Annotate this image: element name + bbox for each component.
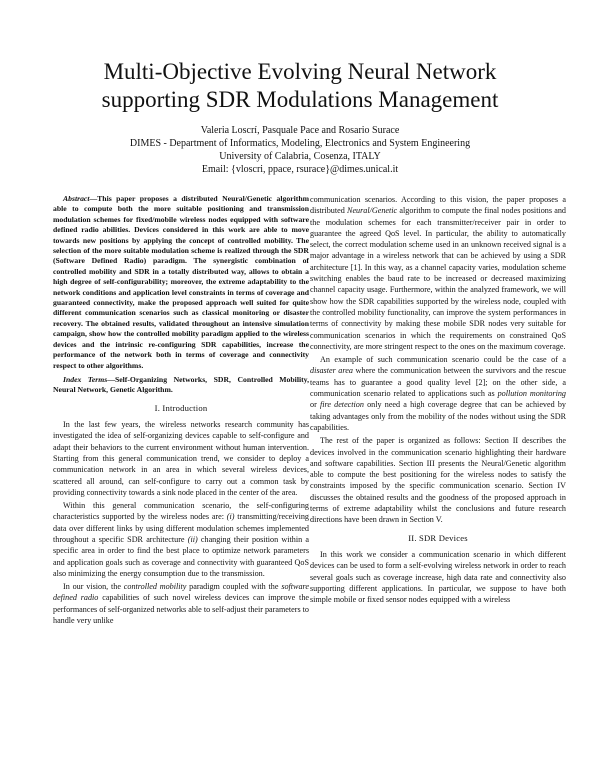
section-heading-introduction: I. Introduction — [154, 402, 208, 413]
emphasis-span: pollution monitoring — [497, 389, 566, 399]
author-email: Email: {vloscri, ppace, rsurace}@dimes.unical.it — [201, 164, 399, 175]
abstract — [53, 194, 309, 371]
intro-paragraph-5 — [310, 354, 566, 433]
left-column — [53, 194, 309, 626]
emphasis-span: software defined radio — [53, 582, 309, 603]
text-span: communication scenarios. According to this vision, the paper proposes a distributed — [310, 195, 566, 216]
author-department: DIMES - Department of Informatics, Modeling, Electronics and System Engineering — [129, 138, 471, 149]
intro-paragraph-3 — [53, 581, 309, 626]
text-span: changing their position within a specific area in order to find the best place to optimize network parameters and application goals such as coverage and connectivity with guaranteed QoS also minimizing the energy consumption due to the transmission. — [53, 534, 309, 578]
abstract-label: Abstract — [63, 194, 90, 203]
text-span: Within this general communication scenario, the self-configuring characteristics supported by the wireless nodes are: — [53, 501, 309, 522]
emphasis-span: Neural/Genetic — [347, 206, 398, 216]
author-university: University of Calabria, Cosenza, ITALY — [219, 151, 381, 162]
sdr-paragraph-1: In this work we consider a communication scenario in which different devices can be used to form a self-evolving wireless network in order to reach several goals such as coverage increase, high data rate and connectivity also supporting different applications. In particular, we suppose to have both simple mobile or fixed sensor nodes equipped with a wireless — [310, 549, 566, 605]
index-terms-label: Index Terms — [63, 374, 108, 384]
text-span: only need a high coverage degree that can be achieved by taking advantages only from the mobility of the nodes without using the SDR capabilities. — [310, 400, 566, 432]
right-column — [310, 194, 566, 605]
text-span: or — [310, 400, 320, 410]
emphasis-span: fire detection — [319, 400, 364, 410]
text-span: where the communication between the survivors and the rescue teams has to guarantee a good quality level [2]; on the other side, a communication scenario related to applications such as — [310, 366, 567, 399]
text-span: transmitting/receiving data over different links by using different modulation schemes implemented throughout a specific SDR architecture — [53, 512, 309, 544]
intro-paragraph-1: In the last few years, the wireless networks research community has investigated the idea of self-organizing devices capable to self-configure and adapt their behaviors to the current environment without human intervention. Starting from this general communication trend, we consider to deploy a communication network in an area in which several wireless devices, scattered all around, can self-configure to carry out a common task by providing connectivity towards a sink node placed in the center of the area. — [53, 420, 309, 497]
text-span: paradigm coupled with the — [186, 582, 282, 592]
emphasis-span: disaster area — [310, 366, 353, 376]
text-span: An example of such communication scenario could be the case of a — [320, 355, 566, 365]
paper-title — [40, 58, 560, 114]
author-names: Valeria Loscrí, Pasquale Pace and Rosario Surace — [200, 125, 400, 136]
emphasis-span: controlled mobility — [123, 582, 187, 592]
title-line-2: supporting SDR Modulations Management — [101, 87, 499, 112]
abstract-text: —This paper proposes a distributed Neural/Genetic algorithm able to compute both the more suitable positioning and transmission modulation schemes for fixed/mobile wireless nodes equipped with software defined radio abilities. Devices considered in this work are able to move towards new positions by applying the concept of controlled mobility. The selection of the more suitable modulation scheme is realized through the SDR (Software Defined Radio) paradigm. The synergistic combination of controlled mobility and SDR in a totally distributed way, allows to obtain a high degree of self-configurability; moreover, the extreme adaptability to the network conditions and application level constraints in terms of coverage and guaranteed connectivity, make the proposed approach well suited for quite different communication scenarios such as classical monitoring or disaster recovery. The obtained results, validated throughout an intensive simulation campaign, show how the controlled mobility paradigm applied to the wireless devices and the intrinsic re-configuring SDR capabilities, increase the performance of the network both in terms of coverage and connectivity respect to other algorithms. — [53, 194, 309, 370]
text-span: capabilities of such novel wireless devices can improve the performances of self-organized networks able to self-adjust their parameters to handle very unlike — [53, 593, 309, 626]
intro-paragraph-2 — [53, 500, 309, 579]
index-terms-text: —Self-Organizing Networks, SDR, Controlled Mobility, Neural Network, Genetic Algorithm. — [53, 374, 309, 395]
intro-paragraph-4 — [310, 194, 566, 352]
section-heading-sdr-devices: II. SDR Devices — [408, 532, 468, 543]
title-line-1: Multi-Objective Evolving Neural Network — [103, 59, 497, 84]
text-span: In our vision, the — [63, 582, 124, 592]
emphasis-span: (i) — [226, 512, 235, 522]
text-span: algorithm to compute the final nodes positions and the modulation schemes for each transmitter/receiver pair in order to guarantee the agreed QoS level. In particular, the ability to automatically select, the correct modulation scheme used in an unknown received signal is a major advantage in a wireless network that can be achieved by using a SDR architecture [1]. In this way, as a channel capacity varies, modulation scheme switching enables the baud rate to be increased or decreased maximizing channel capacity usage. Furthermore, within the analyzed framework, we will show how the SDR capabilities supported by the wireless node, coupled with the controlled mobility functionality, can improve the system performances in terms of connectivity by making these mobile SDR nodes very suitable for communication scenarios in which the requirements on constrained QoS connectivity, are more stringent respect to the ones on the maximum coverage. — [310, 206, 566, 351]
emphasis-span: (ii) — [187, 534, 198, 544]
index-terms — [53, 375, 309, 396]
author-block — [40, 124, 560, 176]
intro-paragraph-6: The rest of the paper is organized as follows: Section II describes the devices involved in the communication scenario highlighting their hardware and software capabilities. Section III presents the Neural/Genetic algorithm able to compute the best positioning for the wireless nodes to satisfy the constraints imposed by the specific communication scenario. Section IV discusses the obtained results and the goodness of the proposed approach in terms of extreme adaptability whilst the conclusions and future research directions have been drawn in Section V. — [310, 436, 566, 525]
